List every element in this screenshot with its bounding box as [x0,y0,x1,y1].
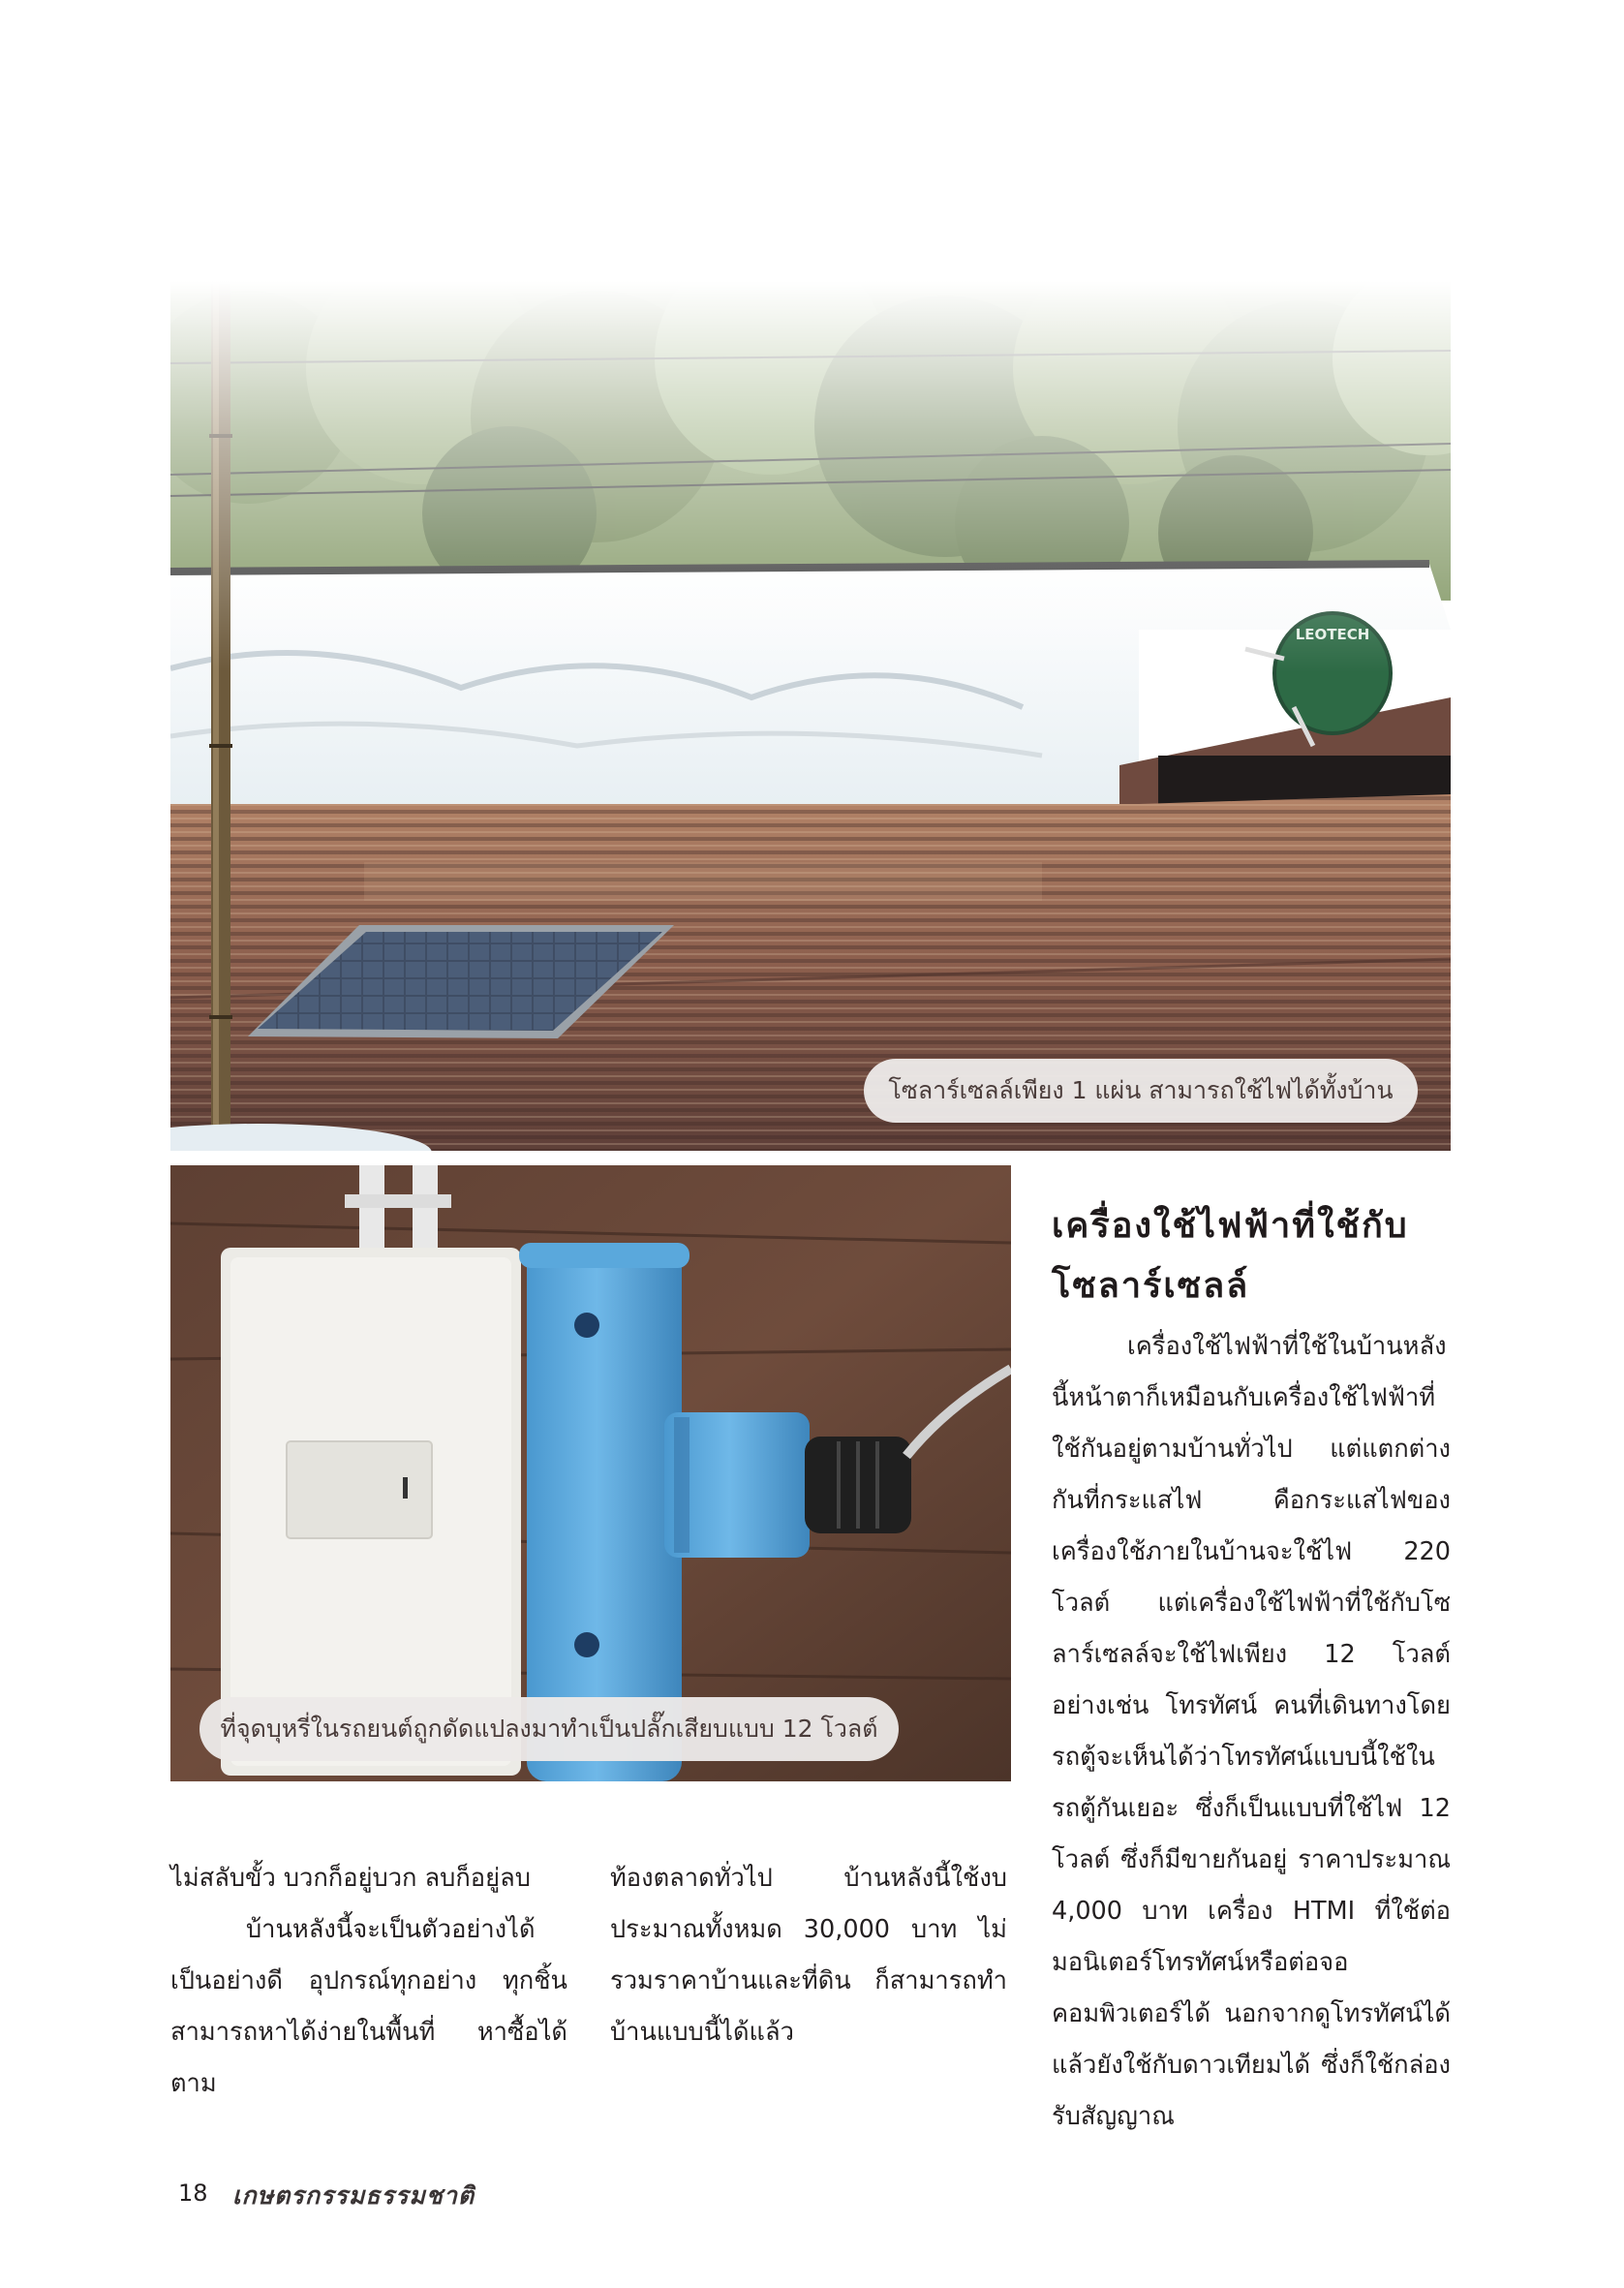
paragraph: เครื่องใช้ไฟฟ้าที่ใช้ในบ้านหลังนี้หน้าตาก็เหมือนกับเครื่องใช้ไฟฟ้าที่ใช้กันอยู่ตามบ้านทั่วไป แต่แตกต่างกันที่กระแสไฟ คือกระแสไฟของเครื่องใช้ภายในบ้านจะใช้ไฟ 220 โวลต์ แต่เครื่องใช้ไฟฟ้าที่ใช้กับโซลาร์เซลล์จะใช้ไฟเพียง 12 โวลต์ อย่างเช่น โทรทัศน์ คนที่เดินทางโดยรถตู้จะเห็นได้ว่าโทรทัศน์แบบนี้ใช้ในรถตู้กันเยอะ ซึ่งก็เป็นแบบที่ใช้ไฟ 12 โวลต์ ซึ่งก็มีขายกันอยู่ ราคาประมาณ 4,000 บาท เครื่อง HTMI ที่ใช้ต่อมอนิเตอร์โทรทัศน์หรือต่อจอคอมพิวเตอร์ได้ นอกจากดูโทรทัศน์ได้แล้วยังใช้กับดาวเทียมได้ ซึ่งก็ใช้กล่องรับสัญญาณ [1052,1332,1451,2131]
roof-photo-illustration [170,281,1451,1151]
socket-photo [170,1165,1011,1781]
paragraph: บ้านหลังนี้จะเป็นตัวอย่างได้เป็นอย่างดี อุปกรณ์ทุกอย่าง ทุกชิ้นสามารถหาได้ง่ายในพื้นที่ หาซื้อได้ตาม [170,1915,567,2098]
page-number: 18 [178,2180,208,2207]
socket-photo-illustration [170,1165,1011,1781]
magazine-name: เกษตรกรรมธรรมชาติ [232,2181,475,2210]
paragraph: ไม่สลับขั้ว บวกก็อยู่บวก ลบก็อยู่ลบ [170,1864,531,1893]
paragraph: ท้องตลาดทั่วไป บ้านหลังนี้ใช้งบประมาณทั้งหมด 30,000 บาท ไม่รวมราคาบ้านและที่ดิน ก็สามารถทำบ้านแบบนี้ได้แล้ว [610,1864,1007,2047]
roof-solar-panel-photo [170,281,1451,1151]
socket-photo-caption: ที่จุดบุหรี่ในรถยนต์ถูกดัดแปลงมาทำเป็นปลั๊กเสียบแบบ 12 โวลต์ [199,1697,899,1761]
right-text-column [1052,1321,1451,2143]
left-text-column [170,1853,567,2110]
roof-photo-caption: โซลาร์เซลล์เพียง 1 แผ่น สามารถใช้ไฟได้ทั้งบ้าน [864,1059,1418,1123]
middle-text-column [610,1853,1007,2058]
section-heading: เครื่องใช้ไฟฟ้าที่ใช้กับโซลาร์เซลล์ [1052,1206,1409,1306]
